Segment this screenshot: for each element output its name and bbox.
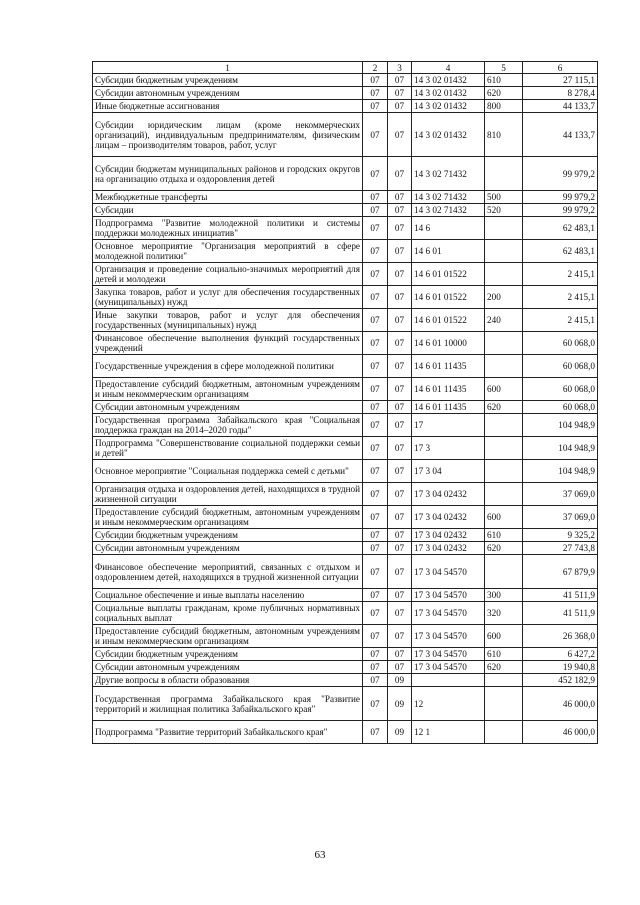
row-expense-type: 610 [485,74,523,87]
row-target-item: 14 3 02 71432 [412,157,485,191]
row-target-item: 14 6 01 01522 [412,309,485,332]
table-row [93,355,598,378]
table-row [93,74,598,87]
page-number: 63 [314,849,326,861]
row-section: 07 [363,355,388,378]
row-target-item: 17 [412,414,485,437]
table-row [93,263,598,286]
table-row [93,437,598,460]
row-name: Предоставление субсидий бюджетным, автономным учреждениям и иным некоммерческим организациям [93,506,363,529]
table-row [93,414,598,437]
row-amount: 2 415,1 [523,309,598,332]
row-subsection: 07 [388,625,412,648]
row-amount: 60 068,0 [523,401,598,414]
row-name: Подпрограмма "Развитие территорий Забайкальского края" [93,721,363,744]
row-target-item: 17 3 04 54570 [412,648,485,661]
row-target-item: 17 3 04 54570 [412,625,485,648]
row-amount: 9 325,2 [523,529,598,542]
row-amount: 62 483,1 [523,217,598,240]
row-expense-type: 620 [485,661,523,674]
row-expense-type: 320 [485,602,523,625]
row-target-item: 14 6 01 01522 [412,263,485,286]
row-expense-type [485,674,523,687]
row-expense-type: 500 [485,191,523,204]
row-target-item: 14 3 02 01432 [412,87,485,100]
row-name: Субсидии [93,204,363,217]
row-subsection: 07 [388,401,412,414]
row-target-item: 17 3 04 02432 [412,506,485,529]
row-section: 07 [363,286,388,309]
row-name: Государственная программа Забайкальского края "Социальная поддержка граждан на 2014–2020 годы" [93,414,363,437]
row-expense-type [485,355,523,378]
row-amount: 99 979,2 [523,157,598,191]
row-subsection: 07 [388,74,412,87]
row-subsection: 07 [388,661,412,674]
row-subsection: 07 [388,332,412,355]
row-section: 07 [363,74,388,87]
table-row [93,191,598,204]
row-subsection: 07 [388,157,412,191]
row-name: Организация отдыха и оздоровления детей, находящихся в трудной жизненной ситуации [93,483,363,506]
row-amount: 26 368,0 [523,625,598,648]
column-header: 2 [363,62,388,74]
row-target-item: 14 3 02 71432 [412,204,485,217]
row-subsection: 07 [388,204,412,217]
row-expense-type: 620 [485,542,523,555]
table-row [93,157,598,191]
table-row [93,555,598,589]
row-name: Субсидии юридическим лицам (кроме некоммерческих организаций), индивидуальным предпринимателям, физическим лицам – производителям товаров, работ, услуг [93,113,363,157]
row-section: 07 [363,263,388,286]
row-section: 07 [363,414,388,437]
row-subsection: 07 [388,217,412,240]
row-section: 07 [363,589,388,602]
row-section: 07 [363,240,388,263]
row-name: Субсидии автономным учреждениям [93,661,363,674]
table-row [93,401,598,414]
table-row [93,589,598,602]
row-name: Финансовое обеспечение мероприятий, связанных с отдыхом и оздоровлением детей, находящихся в трудной жизненной ситуации [93,555,363,589]
table-row [93,506,598,529]
row-subsection: 07 [388,263,412,286]
row-amount: 46 000,0 [523,721,598,744]
column-header: 4 [412,62,485,74]
row-amount: 104 948,9 [523,437,598,460]
row-subsection: 07 [388,378,412,401]
row-name: Основное мероприятие "Организация мероприятий в сфере молодежной политики" [93,240,363,263]
row-name: Субсидии бюджетам муниципальных районов и городских округов на организацию отдыха и оздоровления детей [93,157,363,191]
row-amount: 67 879,9 [523,555,598,589]
row-subsection: 07 [388,355,412,378]
row-expense-type: 600 [485,625,523,648]
row-section: 07 [363,674,388,687]
row-name: Субсидии бюджетным учреждениям [93,529,363,542]
row-subsection: 07 [388,286,412,309]
table-row [93,460,598,483]
row-expense-type [485,157,523,191]
row-target-item: 17 3 04 02432 [412,529,485,542]
row-expense-type: 520 [485,204,523,217]
row-target-item: 17 3 04 [412,460,485,483]
row-target-item: 12 [412,687,485,721]
column-header: 1 [93,62,363,74]
row-expense-type: 200 [485,286,523,309]
row-section: 07 [363,437,388,460]
row-name: Основное мероприятие "Социальная поддержка семей с детьми" [93,460,363,483]
row-amount: 60 068,0 [523,355,598,378]
row-expense-type [485,217,523,240]
row-section: 07 [363,191,388,204]
row-expense-type: 620 [485,401,523,414]
table-row [93,721,598,744]
table-row [93,240,598,263]
row-section: 07 [363,113,388,157]
table-row [93,217,598,240]
row-amount: 104 948,9 [523,414,598,437]
row-amount: 6 427,2 [523,648,598,661]
row-amount: 44 133,7 [523,113,598,157]
row-name: Другие вопросы в области образования [93,674,363,687]
table-row [93,529,598,542]
row-amount: 60 068,0 [523,332,598,355]
row-target-item: 17 3 04 02432 [412,483,485,506]
row-section: 07 [363,217,388,240]
row-amount: 46 000,0 [523,687,598,721]
table-row [93,113,598,157]
row-expense-type: 600 [485,506,523,529]
row-amount: 27 743,8 [523,542,598,555]
row-name: Межбюджетные трансферты [93,191,363,204]
table-row [93,625,598,648]
row-amount: 2 415,1 [523,263,598,286]
row-name: Финансовое обеспечение выполнения функций государственных учреждений [93,332,363,355]
row-subsection: 07 [388,506,412,529]
row-target-item: 14 6 01 11435 [412,378,485,401]
row-expense-type: 620 [485,87,523,100]
row-name: Социальные выплаты гражданам, кроме публичных нормативных социальных выплат [93,602,363,625]
row-expense-type [485,555,523,589]
row-subsection: 07 [388,191,412,204]
row-subsection: 07 [388,589,412,602]
row-name: Государственная программа Забайкальского края "Развитие территорий и жилищная политика Забайкальского края" [93,687,363,721]
table-row [93,661,598,674]
table-row [93,204,598,217]
row-expense-type [485,414,523,437]
row-section: 07 [363,529,388,542]
row-section: 07 [363,332,388,355]
row-section: 07 [363,506,388,529]
row-name: Субсидии бюджетным учреждениям [93,648,363,661]
row-target-item: 14 6 [412,217,485,240]
row-name: Субсидии бюджетным учреждениям [93,74,363,87]
row-amount: 37 069,0 [523,506,598,529]
row-subsection: 07 [388,87,412,100]
row-expense-type: 810 [485,113,523,157]
row-name: Подпрограмма "Развитие молодежной политики и системы поддержки молодежных инициатив" [93,217,363,240]
table-row [93,602,598,625]
budget-table [92,61,598,744]
row-expense-type [485,687,523,721]
row-target-item [412,674,485,687]
row-subsection: 07 [388,309,412,332]
row-name: Закупка товаров, работ и услуг для обеспечения государственных (муниципальных) нужд [93,286,363,309]
row-expense-type: 800 [485,100,523,113]
row-section: 07 [363,401,388,414]
table-row [93,648,598,661]
row-amount: 8 278,4 [523,87,598,100]
row-name: Иные закупки товаров, работ и услуг для обеспечения государственных (муниципальных) нужд [93,309,363,332]
row-subsection: 09 [388,721,412,744]
row-section: 07 [363,555,388,589]
row-subsection: 07 [388,414,412,437]
row-section: 07 [363,542,388,555]
table-row [93,483,598,506]
row-subsection: 07 [388,483,412,506]
row-target-item: 12 1 [412,721,485,744]
row-target-item: 17 3 04 54570 [412,589,485,602]
row-section: 07 [363,625,388,648]
table-row [93,542,598,555]
row-amount: 99 979,2 [523,191,598,204]
row-subsection: 07 [388,100,412,113]
row-name: Подпрограмма "Совершенствование социальной поддержки семьи и детей" [93,437,363,460]
row-subsection: 09 [388,674,412,687]
row-name: Субсидии автономным учреждениям [93,542,363,555]
row-name: Предоставление субсидий бюджетным, автономным учреждениям и иным некоммерческим организациям [93,625,363,648]
row-target-item: 14 6 01 11435 [412,401,485,414]
table-row [93,309,598,332]
row-subsection: 07 [388,113,412,157]
row-amount: 27 115,1 [523,74,598,87]
row-name: Субсидии автономным учреждениям [93,401,363,414]
row-expense-type [485,240,523,263]
row-section: 07 [363,661,388,674]
row-subsection: 09 [388,687,412,721]
row-name: Государственные учреждения в сфере молодежной политики [93,355,363,378]
row-target-item: 14 3 02 01432 [412,100,485,113]
row-target-item: 14 3 02 71432 [412,191,485,204]
row-section: 07 [363,100,388,113]
row-expense-type [485,263,523,286]
row-subsection: 07 [388,542,412,555]
row-expense-type [485,483,523,506]
row-subsection: 07 [388,529,412,542]
row-name: Субсидии автономным учреждениям [93,87,363,100]
row-target-item: 14 3 02 01432 [412,74,485,87]
row-expense-type: 600 [485,378,523,401]
row-section: 07 [363,204,388,217]
row-expense-type [485,721,523,744]
row-target-item: 17 3 04 02432 [412,542,485,555]
row-amount: 2 415,1 [523,286,598,309]
row-expense-type: 610 [485,529,523,542]
row-expense-type [485,332,523,355]
column-header: 3 [388,62,412,74]
row-section: 07 [363,721,388,744]
row-subsection: 07 [388,648,412,661]
row-target-item: 17 3 04 54570 [412,555,485,589]
column-header: 5 [485,62,523,74]
row-section: 07 [363,309,388,332]
row-expense-type: 610 [485,648,523,661]
row-section: 07 [363,87,388,100]
table-row [93,87,598,100]
table-row [93,378,598,401]
row-amount: 41 511,9 [523,602,598,625]
row-amount: 60 068,0 [523,378,598,401]
row-expense-type: 300 [485,589,523,602]
table-row [93,674,598,687]
row-expense-type: 240 [485,309,523,332]
row-name: Иные бюджетные ассигнования [93,100,363,113]
row-target-item: 14 6 01 10000 [412,332,485,355]
row-target-item: 14 3 02 01432 [412,113,485,157]
row-amount: 19 940,8 [523,661,598,674]
row-expense-type [485,460,523,483]
table-row [93,687,598,721]
row-target-item: 14 6 01 [412,240,485,263]
row-section: 07 [363,648,388,661]
row-target-item: 17 3 04 54570 [412,602,485,625]
table-row [93,100,598,113]
row-amount: 37 069,0 [523,483,598,506]
row-subsection: 07 [388,240,412,263]
column-header: 6 [523,62,598,74]
row-name: Социальное обеспечение и иные выплаты населению [93,589,363,602]
row-section: 07 [363,602,388,625]
row-amount: 44 133,7 [523,100,598,113]
row-subsection: 07 [388,460,412,483]
row-amount: 62 483,1 [523,240,598,263]
table-row [93,332,598,355]
row-section: 07 [363,157,388,191]
row-section: 07 [363,483,388,506]
row-target-item: 17 3 [412,437,485,460]
row-amount: 99 979,2 [523,204,598,217]
row-target-item: 17 3 04 54570 [412,661,485,674]
row-subsection: 07 [388,437,412,460]
table-row [93,286,598,309]
table-header-row [93,62,598,74]
row-name: Предоставление субсидий бюджетным, автономным учреждениям и иным некоммерческим организациям [93,378,363,401]
row-target-item: 14 6 01 01522 [412,286,485,309]
row-name: Организация и проведение социально-значимых мероприятий для детей и молодежи [93,263,363,286]
row-amount: 41 511,9 [523,589,598,602]
row-subsection: 07 [388,602,412,625]
row-section: 07 [363,460,388,483]
row-target-item: 14 6 01 11435 [412,355,485,378]
row-amount: 452 182,9 [523,674,598,687]
row-amount: 104 948,9 [523,460,598,483]
row-expense-type [485,437,523,460]
row-subsection: 07 [388,555,412,589]
row-section: 07 [363,687,388,721]
row-section: 07 [363,378,388,401]
